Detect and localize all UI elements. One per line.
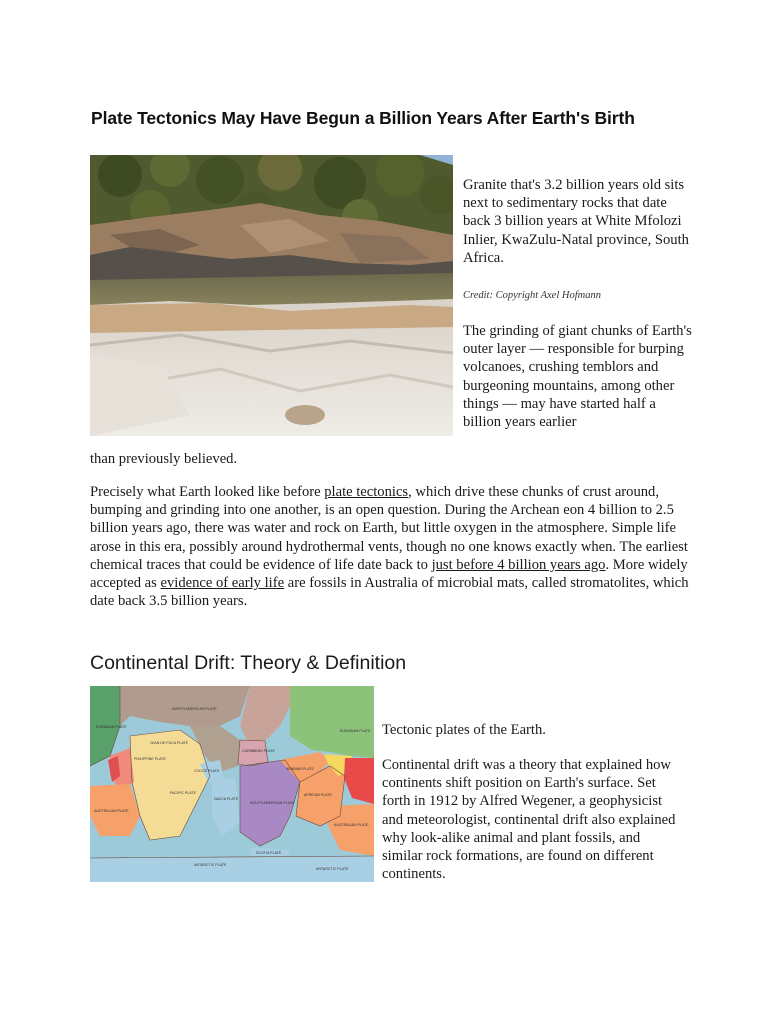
- intro-paragraph-part2: than previously believed.: [90, 451, 238, 467]
- continental-drift-paragraph: Continental drift was a theory that explained how continents shift position on Earth's surface. Set forth in 1912 by Alfred Wegener, a geophysicist and meteorologist, continental drift also explained why look-alike animal and plant fossils, and similar rock formations, are found on different continents.: [382, 757, 676, 883]
- map-label-arabian: ARABIAN PLATE: [286, 767, 314, 771]
- map-caption: Tectonic plates of the Earth.: [382, 722, 546, 738]
- body-paragraph: [90, 483, 690, 610]
- map-label-cocos: COCOS PLATE: [194, 769, 220, 773]
- map-label-eurasian-left: EURASIAN PLATE: [96, 725, 127, 729]
- map-label-nazca: NAZCA PLATE: [214, 797, 239, 801]
- body-text-3: . More widely accepted as: [90, 556, 688, 592]
- map-label-antarctic-right: ANTARCTIC PLATE: [316, 867, 349, 871]
- map-label-caribbean: CARIBBEAN PLATE: [242, 749, 275, 753]
- section-heading: Continental Drift: Theory & Definition: [90, 652, 407, 674]
- rock-river-photo: [90, 155, 453, 436]
- map-label-australian-left: AUSTRALIAN PLATE: [94, 809, 129, 813]
- article-title: Plate Tectonics May Have Begun a Billion Years After Earth's Birth: [91, 108, 635, 128]
- tectonic-plates-map: [90, 686, 374, 882]
- body-text-1: Precisely what Earth looked like before: [90, 484, 325, 500]
- map-label-philippine: PHILIPPINE PLATE: [134, 757, 166, 761]
- map-label-pacific: PACIFIC PLATE: [170, 791, 197, 795]
- body-text-2: , which drive these chunks of crust around, bumping and grinding into one another, is an open question. During the Archean eon 4 billion to 2.5 billion years ago, there was water and rock on Earth, but little oxygen in the atmosphere. Simple life arose in this era, possibly around hydrothermal vents, though no one knows exactly when. The earliest chemical traces that could be evidence of life date back to: [90, 484, 688, 573]
- map-label-african: AFRICAN PLATE: [304, 793, 332, 797]
- photo-credit: Credit: Copyright Axel Hofmann: [463, 290, 601, 301]
- evidence-of-early-life-link[interactable]: evidence of early life: [160, 575, 285, 592]
- map-label-juan-de-fuca: JUAN DE FUCA PLATE: [150, 741, 189, 745]
- photo-caption: Granite that's 3.2 billion years old sits next to sedimentary rocks that date back 3 billion years at White Mfolozi Inlier, KwaZulu-Natal province, South Africa.: [463, 177, 689, 266]
- map-label-eurasian-right: EURASIAN PLATE: [340, 729, 371, 733]
- map-label-scotia: SCOTIA PLATE: [256, 851, 282, 855]
- intro-paragraph-part1: The grinding of giant chunks of Earth's outer layer — responsible for burping volcanoes, crushing temblors and burgeoning mountains, among other things — may have started half a billion years earlier: [463, 323, 692, 431]
- body-text-4: are fossils in Australia of microbial mats, called stromatolites, which date back 3.5 billion years.: [90, 575, 689, 610]
- plate-tectonics-link[interactable]: plate tectonics: [324, 484, 409, 500]
- map-label-antarctic-left: ANTARCTIC PLATE: [194, 863, 227, 867]
- just-before-4-billion-link[interactable]: just before 4 billion years ago: [431, 556, 606, 573]
- map-label-south-american: SOUTH AMERICAN PLATE: [250, 801, 295, 805]
- map-label-north-american: NORTH AMERICAN PLATE: [172, 707, 217, 711]
- map-label-australian-right: AUSTRALIAN PLATE: [334, 823, 369, 827]
